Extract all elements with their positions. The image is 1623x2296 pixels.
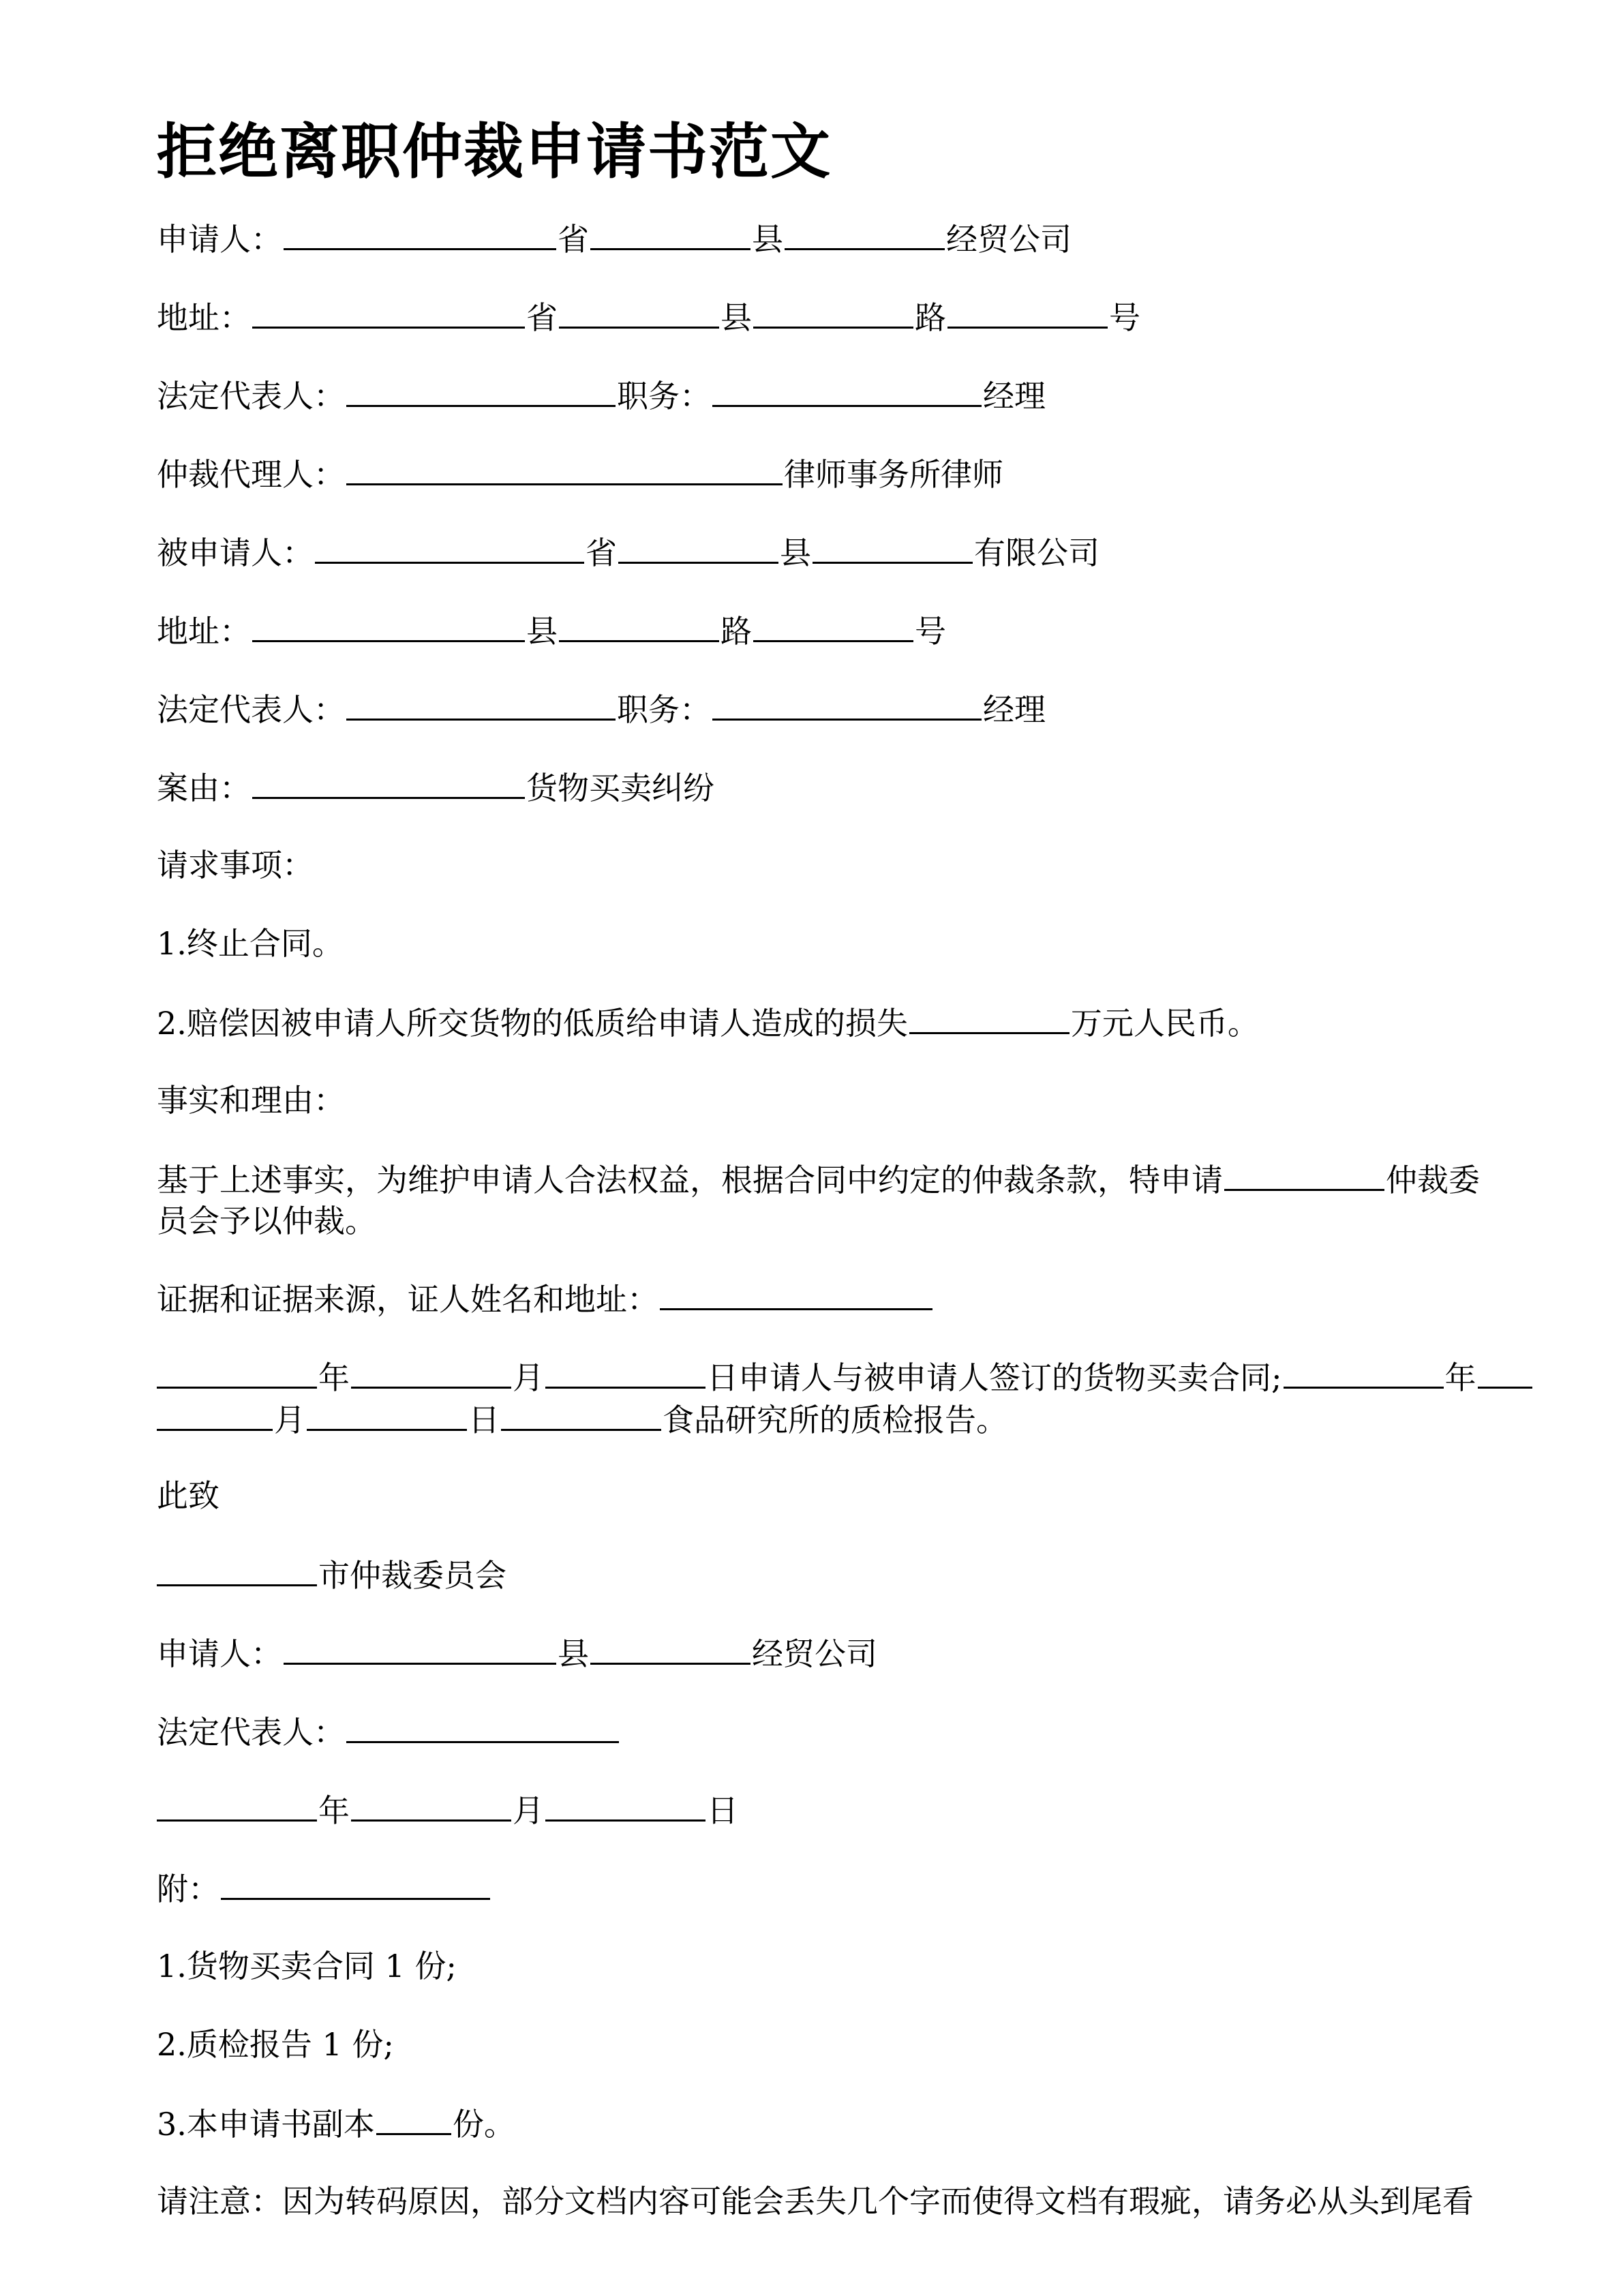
blank-field bbox=[376, 2103, 451, 2135]
committee-line bbox=[157, 1554, 506, 1595]
blank-field bbox=[252, 767, 525, 799]
address-label: 地址： bbox=[157, 613, 251, 650]
evidence-detail-line-1 bbox=[157, 1357, 1534, 1398]
blank-field bbox=[590, 1633, 750, 1665]
report-text: 食品研究所的质检报告。 bbox=[663, 1402, 1007, 1438]
year-text: 年 bbox=[318, 1359, 350, 1396]
county-text: 县 bbox=[721, 299, 752, 336]
respondent-line bbox=[157, 532, 1099, 573]
rep-label: 法定代表人： bbox=[157, 1714, 345, 1751]
committee-text: 市仲裁委员会 bbox=[318, 1557, 506, 1594]
road-text: 路 bbox=[721, 613, 752, 650]
cause-line bbox=[157, 767, 714, 808]
month-text: 月 bbox=[513, 1359, 544, 1396]
blank-field bbox=[346, 1711, 619, 1743]
blank-field bbox=[157, 1357, 317, 1389]
blank-field bbox=[221, 1868, 490, 1900]
facts-heading: 事实和理由： bbox=[157, 1082, 345, 1119]
blank-field bbox=[346, 453, 783, 485]
attachments-line bbox=[157, 1868, 491, 1909]
rep-label: 法定代表人： bbox=[157, 378, 345, 414]
position-text: 经理 bbox=[983, 691, 1046, 728]
blank-field bbox=[753, 610, 913, 642]
attachment-item-1: 1.货物买卖合同 1 份; bbox=[157, 1948, 457, 1984]
blank-field bbox=[1284, 1357, 1444, 1389]
blank-field bbox=[1478, 1357, 1532, 1389]
applicant-label: 申请人： bbox=[157, 221, 282, 258]
blank-field bbox=[813, 532, 973, 564]
agent-suffix: 律师事务所律师 bbox=[784, 456, 1003, 493]
claims-heading: 请求事项： bbox=[157, 847, 314, 883]
number-text: 号 bbox=[915, 613, 946, 650]
blank-field bbox=[1224, 1159, 1384, 1191]
claim-2-suffix: 万元人民币。 bbox=[1070, 1005, 1259, 1042]
evidence-label: 证据和证据来源，证人姓名和地址： bbox=[157, 1281, 658, 1318]
claim-item-1: 1.终止合同。 bbox=[157, 925, 344, 962]
cause-text: 货物买卖纠纷 bbox=[526, 770, 714, 806]
number-text: 号 bbox=[1109, 299, 1140, 336]
claim-item-2 bbox=[157, 1002, 1259, 1043]
blank-field bbox=[346, 375, 616, 407]
month-text: 月 bbox=[513, 1792, 544, 1829]
signature-rep-line bbox=[157, 1711, 620, 1752]
blank-field bbox=[284, 1633, 556, 1665]
facts-paragraph-line-2: 员会予以仲裁。 bbox=[157, 1203, 376, 1239]
blank-field bbox=[545, 1789, 706, 1822]
month-text: 月 bbox=[274, 1402, 305, 1438]
blank-field bbox=[346, 689, 616, 721]
facts-text: 基于上述事实，为维护申请人合法权益，根据合同中约定的仲裁条款，特申请 bbox=[157, 1162, 1223, 1198]
address-label: 地址： bbox=[157, 299, 251, 336]
blank-field bbox=[284, 218, 556, 250]
attachment-item-2: 2.质检报告 1 份; bbox=[157, 2026, 394, 2063]
blank-field bbox=[501, 1399, 661, 1431]
respondent-rep-line bbox=[157, 689, 1046, 729]
applicant-line bbox=[157, 218, 1072, 259]
applicant-address-line bbox=[157, 297, 1140, 337]
year-text: 年 bbox=[1444, 1359, 1476, 1396]
cause-label: 案由： bbox=[157, 770, 251, 806]
blank-field bbox=[157, 1554, 317, 1586]
contract-text: 日申请人与被申请人签订的货物买卖合同; bbox=[707, 1359, 1282, 1396]
position-label: 职务： bbox=[617, 691, 711, 728]
evidence-detail-line-2 bbox=[157, 1399, 1007, 1440]
province-text: 省 bbox=[558, 221, 589, 258]
rep-label: 法定代表人： bbox=[157, 691, 345, 728]
blank-field bbox=[947, 297, 1108, 329]
attachment-3-suffix: 份。 bbox=[452, 2106, 515, 2143]
company-text: 经贸公司 bbox=[752, 1635, 877, 1672]
year-text: 年 bbox=[318, 1792, 350, 1829]
blank-field bbox=[252, 297, 525, 329]
blank-field bbox=[559, 610, 719, 642]
blank-field bbox=[909, 1002, 1070, 1034]
signature-date-line bbox=[157, 1789, 738, 1830]
notice-text: 请注意：因为转码原因，部分文档内容可能会丢失几个字而使得文档有瑕疵，请务必从头到尾看 bbox=[157, 2183, 1474, 2220]
blank-field bbox=[545, 1357, 706, 1389]
blank-field bbox=[660, 1278, 932, 1310]
agent-line bbox=[157, 453, 1003, 494]
signature-applicant-line bbox=[157, 1633, 877, 1674]
attachments-label: 附： bbox=[157, 1871, 219, 1907]
attachment-item-3 bbox=[157, 2103, 515, 2144]
blank-field bbox=[252, 610, 525, 642]
company-text: 有限公司 bbox=[974, 534, 1099, 571]
road-text: 路 bbox=[915, 299, 946, 336]
applicant-label: 申请人： bbox=[157, 1635, 282, 1672]
evidence-line bbox=[157, 1278, 934, 1319]
blank-field bbox=[712, 689, 982, 721]
blank-field bbox=[559, 297, 719, 329]
county-text: 县 bbox=[780, 534, 811, 571]
applicant-rep-line bbox=[157, 375, 1046, 416]
agent-label: 仲裁代理人： bbox=[157, 456, 345, 493]
county-text: 县 bbox=[526, 613, 558, 650]
closing-to: 此致 bbox=[157, 1477, 219, 1514]
position-label: 职务： bbox=[617, 378, 711, 414]
facts-suffix: 仲裁委 bbox=[1386, 1162, 1480, 1198]
blank-field bbox=[157, 1789, 317, 1822]
blank-field bbox=[351, 1789, 511, 1822]
county-text: 县 bbox=[752, 221, 783, 258]
blank-field bbox=[157, 1399, 273, 1431]
province-text: 省 bbox=[586, 534, 617, 571]
day-text: 日 bbox=[468, 1402, 500, 1438]
blank-field bbox=[712, 375, 982, 407]
attachment-3-text: 3.本申请书副本 bbox=[157, 2106, 375, 2143]
company-text: 经贸公司 bbox=[946, 221, 1072, 258]
facts-paragraph-line-1 bbox=[157, 1159, 1480, 1200]
blank-field bbox=[315, 532, 584, 564]
respondent-address-line bbox=[157, 610, 946, 651]
blank-field bbox=[618, 532, 778, 564]
claim-2-text: 2.赔偿因被申请人所交货物的低质给申请人造成的损失 bbox=[157, 1005, 908, 1042]
province-text: 省 bbox=[526, 299, 558, 336]
day-text: 日 bbox=[707, 1792, 738, 1829]
blank-field bbox=[307, 1399, 467, 1431]
document-title: 拒绝离职仲裁申请书范文 bbox=[157, 117, 832, 187]
county-text: 县 bbox=[558, 1635, 589, 1672]
respondent-label: 被申请人： bbox=[157, 534, 314, 571]
blank-field bbox=[351, 1357, 511, 1389]
blank-field bbox=[590, 218, 750, 250]
position-text: 经理 bbox=[983, 378, 1046, 414]
blank-field bbox=[785, 218, 945, 250]
blank-field bbox=[753, 297, 913, 329]
